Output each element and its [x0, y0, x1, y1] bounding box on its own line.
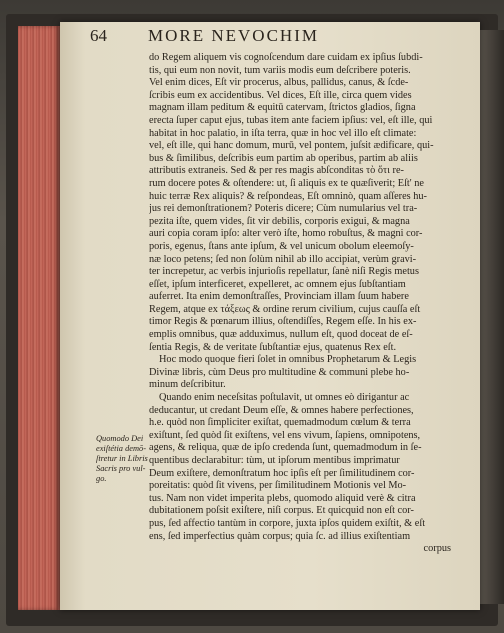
- text-line: h.e. quòd non ſimpliciter exiſtat, quemadmodum cœlum & terra: [149, 417, 411, 429]
- text-line: minum deſcribitur.: [149, 379, 226, 391]
- text-line: agens, & reliqua, quæ de ipſo credenda ſunt, quemadmodum in ſe-: [149, 442, 422, 454]
- text-line: ter increpetur, ac verbis injurioſis repellatur, ſanè niſi Regis metus: [149, 266, 419, 278]
- text-line: corpus: [423, 543, 451, 555]
- text-line: tis, qui eum non novit, tum variis modis eum deſcribere poteris.: [149, 64, 411, 76]
- running-title: MORE NEVOCHIM: [148, 26, 319, 45]
- marginal-note-line: Quomodo Dei: [96, 434, 144, 443]
- text-line: bus & ſimilibus, deſcribis eum partim ab operibus, partim ab aliis: [149, 152, 418, 164]
- text-line: habitat in hoc palatio, in iſta terra, quæ in hoc vel illo eſt climate:: [149, 127, 417, 139]
- text-line: Quando enim neceſsitas poſtulavit, ut omnes eò dirigantur ac: [159, 392, 410, 404]
- text-line: attributis extraneis. Sed & per res magis abſconditas τὸ ὅτι re-: [149, 165, 404, 177]
- text-line: magnam illam peditum & equitū catervam, ſtrictos gladios, ſigna: [149, 102, 416, 114]
- text-line: poris, egenus, ſtans ante ipſum, & vel unicum obolum eleemoſy-: [149, 240, 414, 252]
- text-line: emplis omnibus, quæ adduximus, nullum eſt, quod doceat de eſ-: [149, 329, 413, 341]
- text-line: poreitatis: quòd ſit vivens, per ſimilitudinem Motionis vel Mo-: [149, 480, 407, 492]
- text-line: dubitationem poſsit exiſtere, niſi corpus. Et quicquid non eſt cor-: [149, 505, 414, 517]
- text-line: quentibus declarabitur: tùm, ut ipſorum mentibus imprimatur: [149, 455, 400, 466]
- text-line: ens, ſed imperfectius quàm corpus; quia ſc. ad illius exiſtentiam: [149, 530, 411, 542]
- text-line: ſcribis eum ex accidentibus. Vel dices, Eſt ille, circa quem vides: [149, 89, 412, 101]
- text-line: tus. Nam non videt imperita plebs, quomodo aliquid verè & citra: [149, 492, 416, 504]
- text-line: exiſtunt, ſed quòd ſit exiſtens, vel ens vivum, ſapiens, omnipotens,: [149, 429, 421, 441]
- text-line: auri copia coram ipſo: alter verò iſte, homo robuſtus, & magni cor-: [149, 228, 423, 240]
- text-line: huic terræ Rex aliquis? & reſpondeas, Eſt omninò, quam aſſeres hu-: [149, 190, 427, 202]
- marginal-note-line: exiſtétia demō-: [96, 444, 146, 453]
- text-line: Vel enim dices, Eſt vir procerus, albus, pallidus, canus, & ſcde-: [149, 77, 409, 89]
- text-line: do Regem aliquem vis cognoſcendum dare cuidam ex ipſius ſubdi-: [149, 52, 423, 63]
- text-line: erecta ſuper caput ejus, tubas item ante faciem ipſius: vel, eſt ille, qui: [149, 114, 433, 126]
- text-line: næ loco petens; ſed non ſolùm nihil ab illo accipiat, verùm gravi-: [149, 253, 417, 265]
- text-line: pus, ſed affectio tantùm in corpore, juxta ipſos quidem exiſtit, & eſt: [149, 517, 426, 529]
- text-line: jus rei demonſtrationem? Poteris dicere; Cùm numularius vel tra-: [149, 203, 418, 215]
- page-body-text: [149, 52, 451, 556]
- text-line: deducantur, ut credant Deum eſſe, & omnes habere perfectiones,: [149, 404, 414, 416]
- text-line: pezita iſte, quem vides, ſit vir debilis, corporis exigui, & magna: [149, 215, 410, 227]
- marginal-note: [96, 434, 154, 484]
- text-line: auferret. Ita enim demonſtraſſes, Provinciam illam ſuum habere: [149, 291, 409, 303]
- page-number: 64: [90, 26, 107, 45]
- text-line: Deum exiſtere, demonſtratum hoc ipſis eſt per ſimilitudinem cor-: [149, 467, 415, 479]
- text-line: eſſet, ipſum interficeret, expelleret, ac omnem ejus ſubſtantiam: [149, 278, 406, 290]
- text-line: ſentia Regis, & de veritate ſubſtantiæ ejus, quatenus Rex eſt.: [149, 341, 397, 353]
- facing-leaf: [480, 30, 504, 604]
- marginal-note-line: go.: [96, 474, 107, 483]
- text-line: rum docere potes & oſtendere: ut, ſi aliquis ex te quæſiverit; Eſt' ne: [149, 177, 424, 189]
- text-line: vel, eſt ille, qui hanc domum, murū, vel pontem, juſsit ædificare, qui-: [149, 140, 434, 152]
- text-line: Regem, atque ex τάξεως & ordine rerum civilium, cujus cauſſa eſt: [149, 303, 421, 315]
- text-line: Divinæ libris, cùm Deus pro multitudine & communi plebe ho-: [149, 366, 410, 378]
- marginal-note-line: ſtretur in Libris: [96, 454, 148, 463]
- page-fore-edge: [18, 26, 60, 610]
- text-line: timor Regis & pœnarum illius, oſtendiſſes, Regem eſſe. In his ex-: [149, 316, 417, 328]
- text-line: Hoc modo quoque fieri ſolet in omnibus Prophetarum & Legis: [159, 354, 417, 366]
- page-header: [90, 24, 460, 46]
- marginal-note-line: Sacris pro vul-: [96, 464, 146, 473]
